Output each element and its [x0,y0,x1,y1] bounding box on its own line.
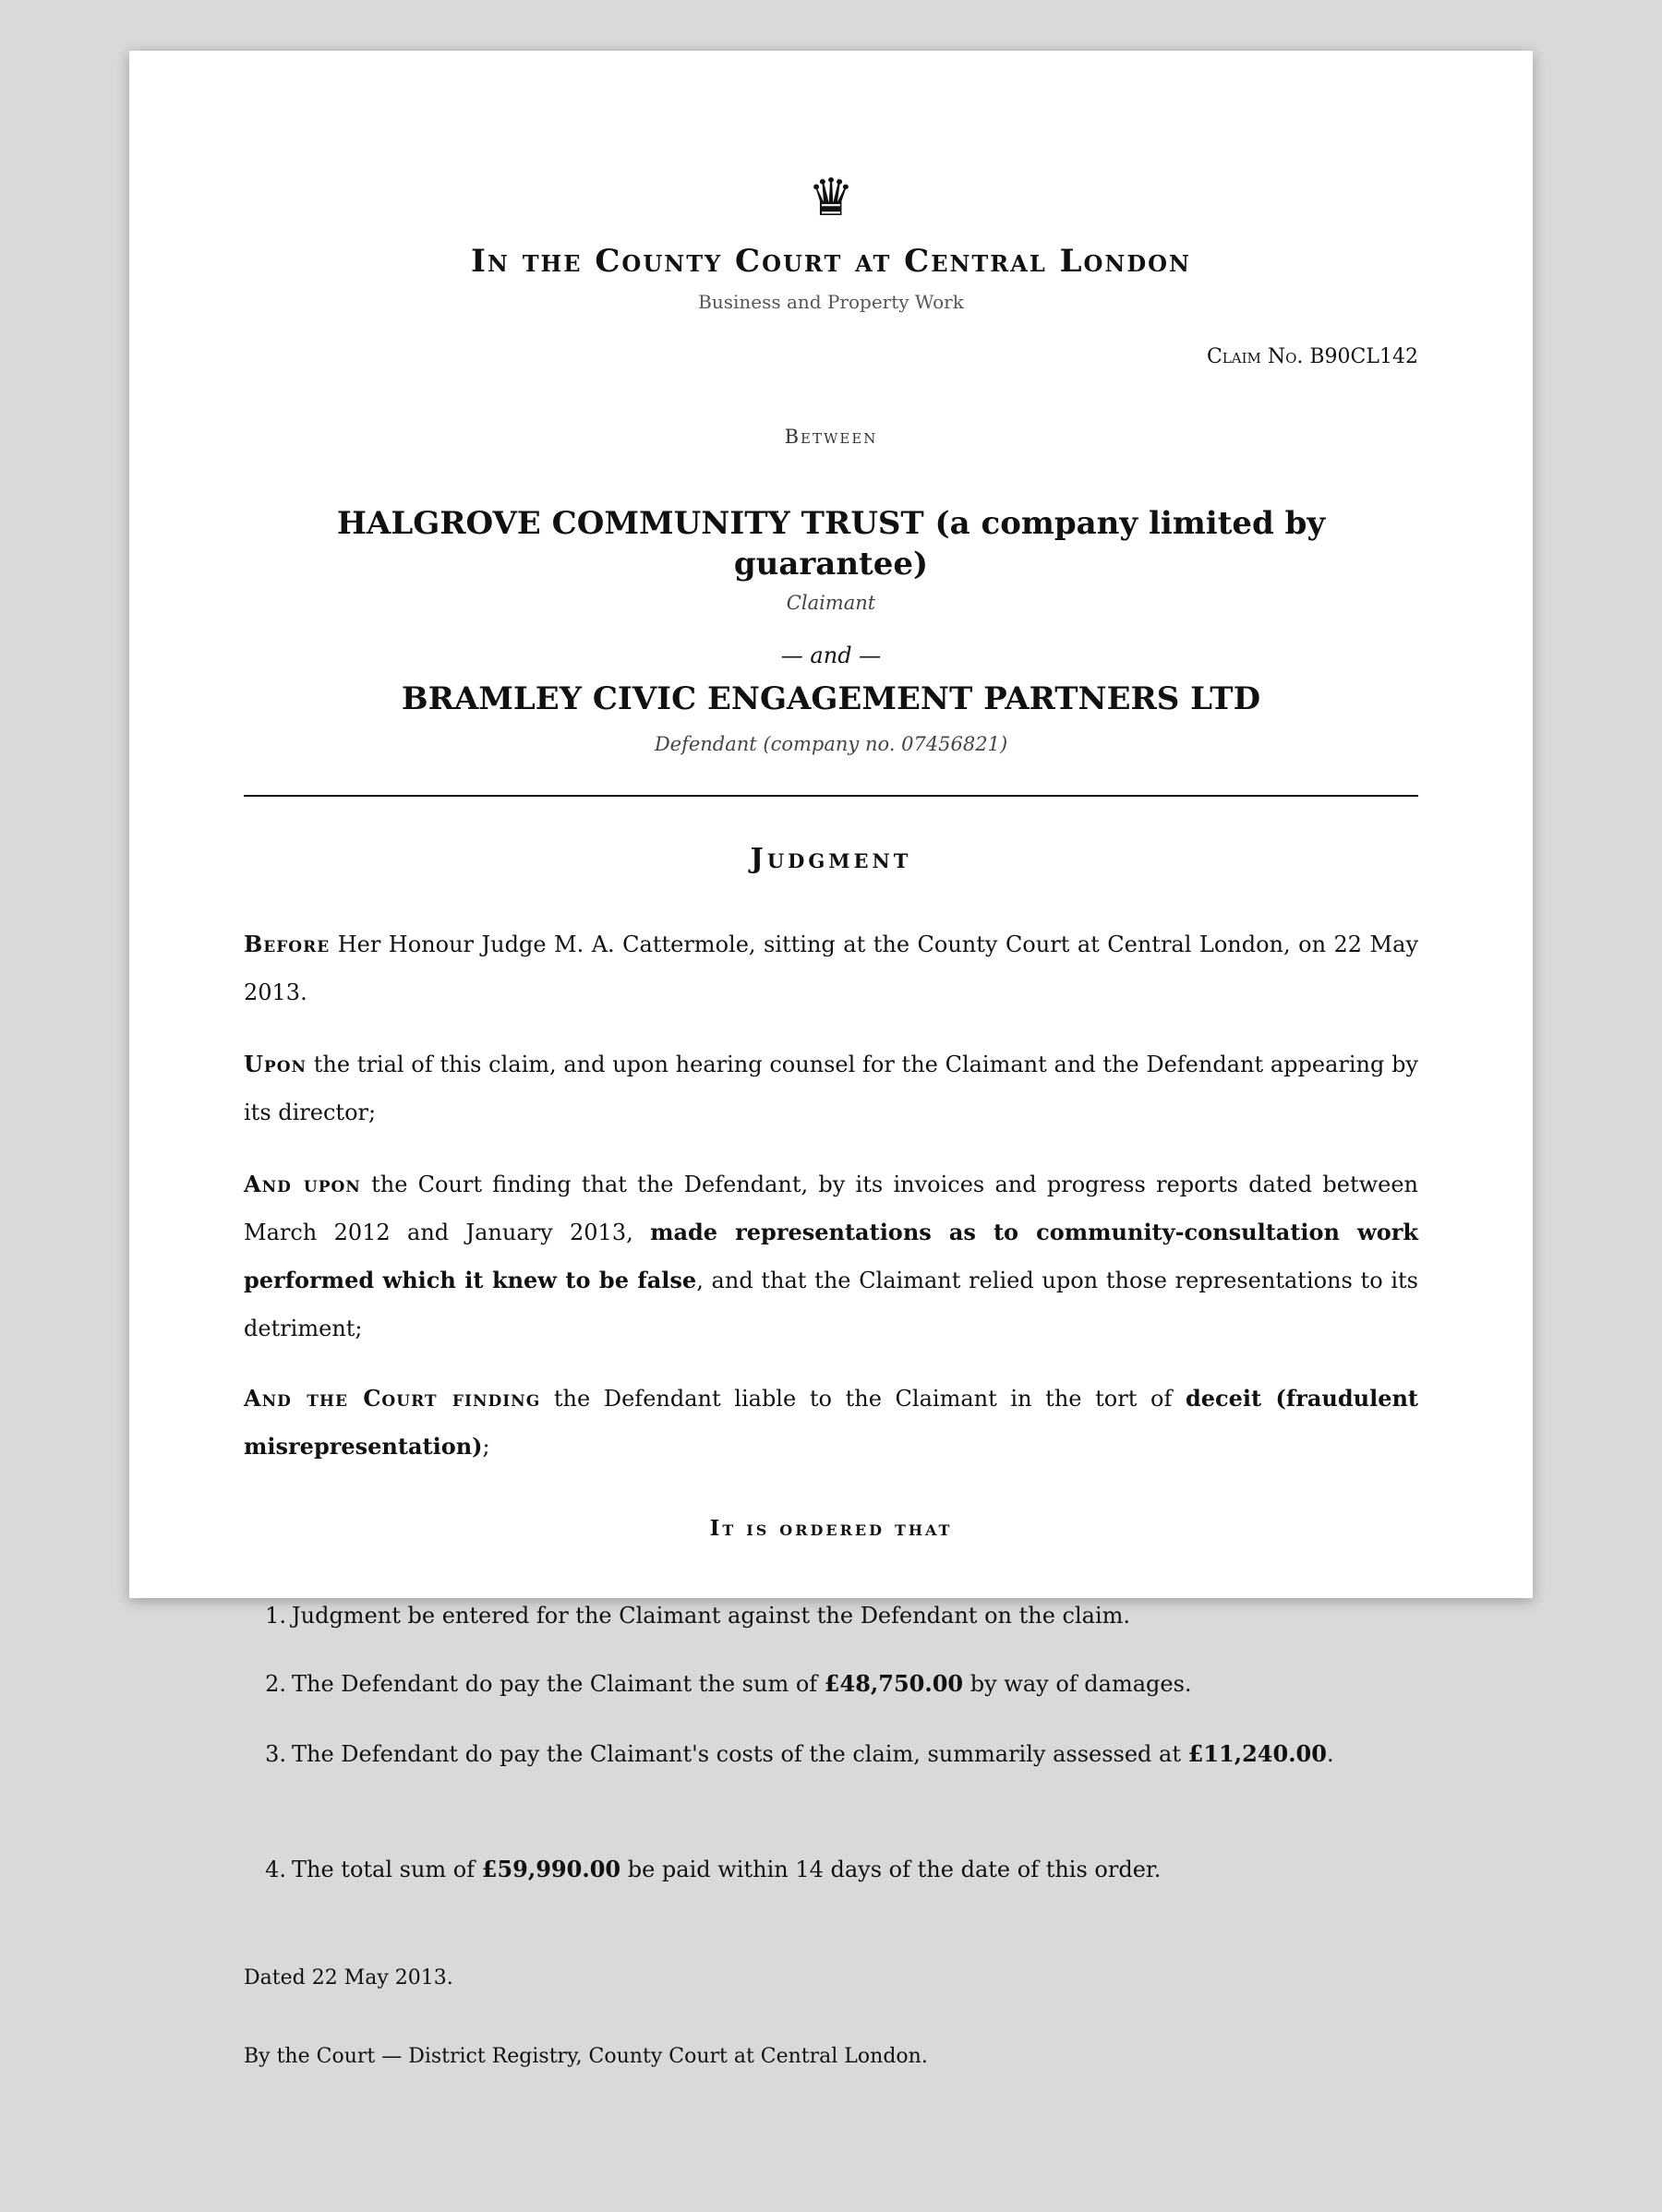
order-item-text-part: Judgment be entered for the Claimant against the Defendant on the claim. [292,1603,1131,1629]
claim-number-value: B90CL142 [1309,345,1418,368]
order-item-amount: £59,990.00 [481,1856,621,1882]
order-item-text [292,1847,1418,1892]
recital-text: the Court finding that the Defendant, by its invoices and progress reports dated between March 2012 and January 2013, [244,1172,1418,1245]
recital-and-upon [244,1160,1418,1352]
between-label: Between [784,426,878,448]
document-page [129,51,1533,2068]
defendant-name: BRAMLEY CIVIC ENGAGEMENT PARTNERS LTD [401,680,1261,717]
defendant-role: Defendant (company no. 07456821) [654,733,1008,755]
recital-upon [244,1040,1418,1136]
recital-text: the Defendant liable to the Claimant in the tort of [540,1386,1186,1412]
and-separator: — and — [780,643,882,668]
order-item-number: 2. [265,1671,286,1697]
recital-tort-emphasis: deceit (fraudulent misrepresentation) [244,1385,1418,1460]
order-item-text-part: . [1326,1741,1334,1767]
order-heading: It is ordered that [709,1516,953,1541]
recital-court-finding [244,1375,1418,1471]
order-item-amount: £11,240.00 [1187,1740,1327,1767]
order-item-text-part: be paid within 14 days of the date of this order. [620,1857,1162,1882]
court-name: In the County Court at Central London [471,243,1191,280]
recital-finding-emphasis: made representations as to community-consultation work performed which it knew to be false [244,1219,1418,1293]
order-item-text-part: by way of damages. [963,1671,1192,1697]
claim-number-label: Claim No. [1206,345,1304,368]
dated-line: Dated 22 May 2013. [244,1966,453,1990]
order-item-number: 3. [265,1741,286,1767]
order-item-text [292,1662,1418,1706]
recital-text: ; [482,1434,490,1460]
claimant-role: Claimant [786,592,876,614]
recital-text: Her Honour Judge M. A. Cattermole, sitting at the County Court at Central London, on 22 May 2013. [244,932,1418,1005]
claim-number [1207,344,1418,370]
order-item [244,1662,1418,1706]
order-item-text-part: The Defendant do pay the Claimant the sum of [292,1671,825,1697]
recital-lead: Upon [244,1051,307,1077]
recital-lead: And upon [244,1171,361,1197]
order-item [244,1593,1418,1638]
by-the-court-line: By the Court — District Registry, County Court at Central London. [244,2045,928,2068]
order-item-text-part: The Defendant do pay the Claimant's costs of the claim, summarily assessed at [292,1741,1188,1767]
recital-text: , and that the Claimant relied upon those representations to its detriment; [244,1268,1418,1341]
claimant-name: HALGROVE COMMUNITY TRUST (a company limited by guarantee) [336,505,1326,583]
recital-before [244,920,1418,1016]
order-item-amount: £48,750.00 [824,1670,964,1697]
judgment-heading: Judgment [750,843,912,875]
order-item [244,1847,1418,1892]
order-item-number: 4. [265,1857,286,1882]
recital-text: the trial of this claim, and upon hearing counsel for the Claimant and the Defendant appearing by its director; [244,1052,1418,1125]
divider-rule [244,795,1418,797]
order-item-text [292,1732,1418,1776]
crown-icon: ♛ [807,168,855,228]
order-item-text [292,1593,1418,1638]
court-division: Business and Property Work [698,291,964,313]
order-item-number: 1. [265,1603,286,1629]
order-item-text-part: The total sum of [292,1857,482,1882]
recital-lead: Before [244,931,331,957]
recital-lead: And the Court finding [244,1385,541,1412]
order-item [244,1732,1418,1776]
